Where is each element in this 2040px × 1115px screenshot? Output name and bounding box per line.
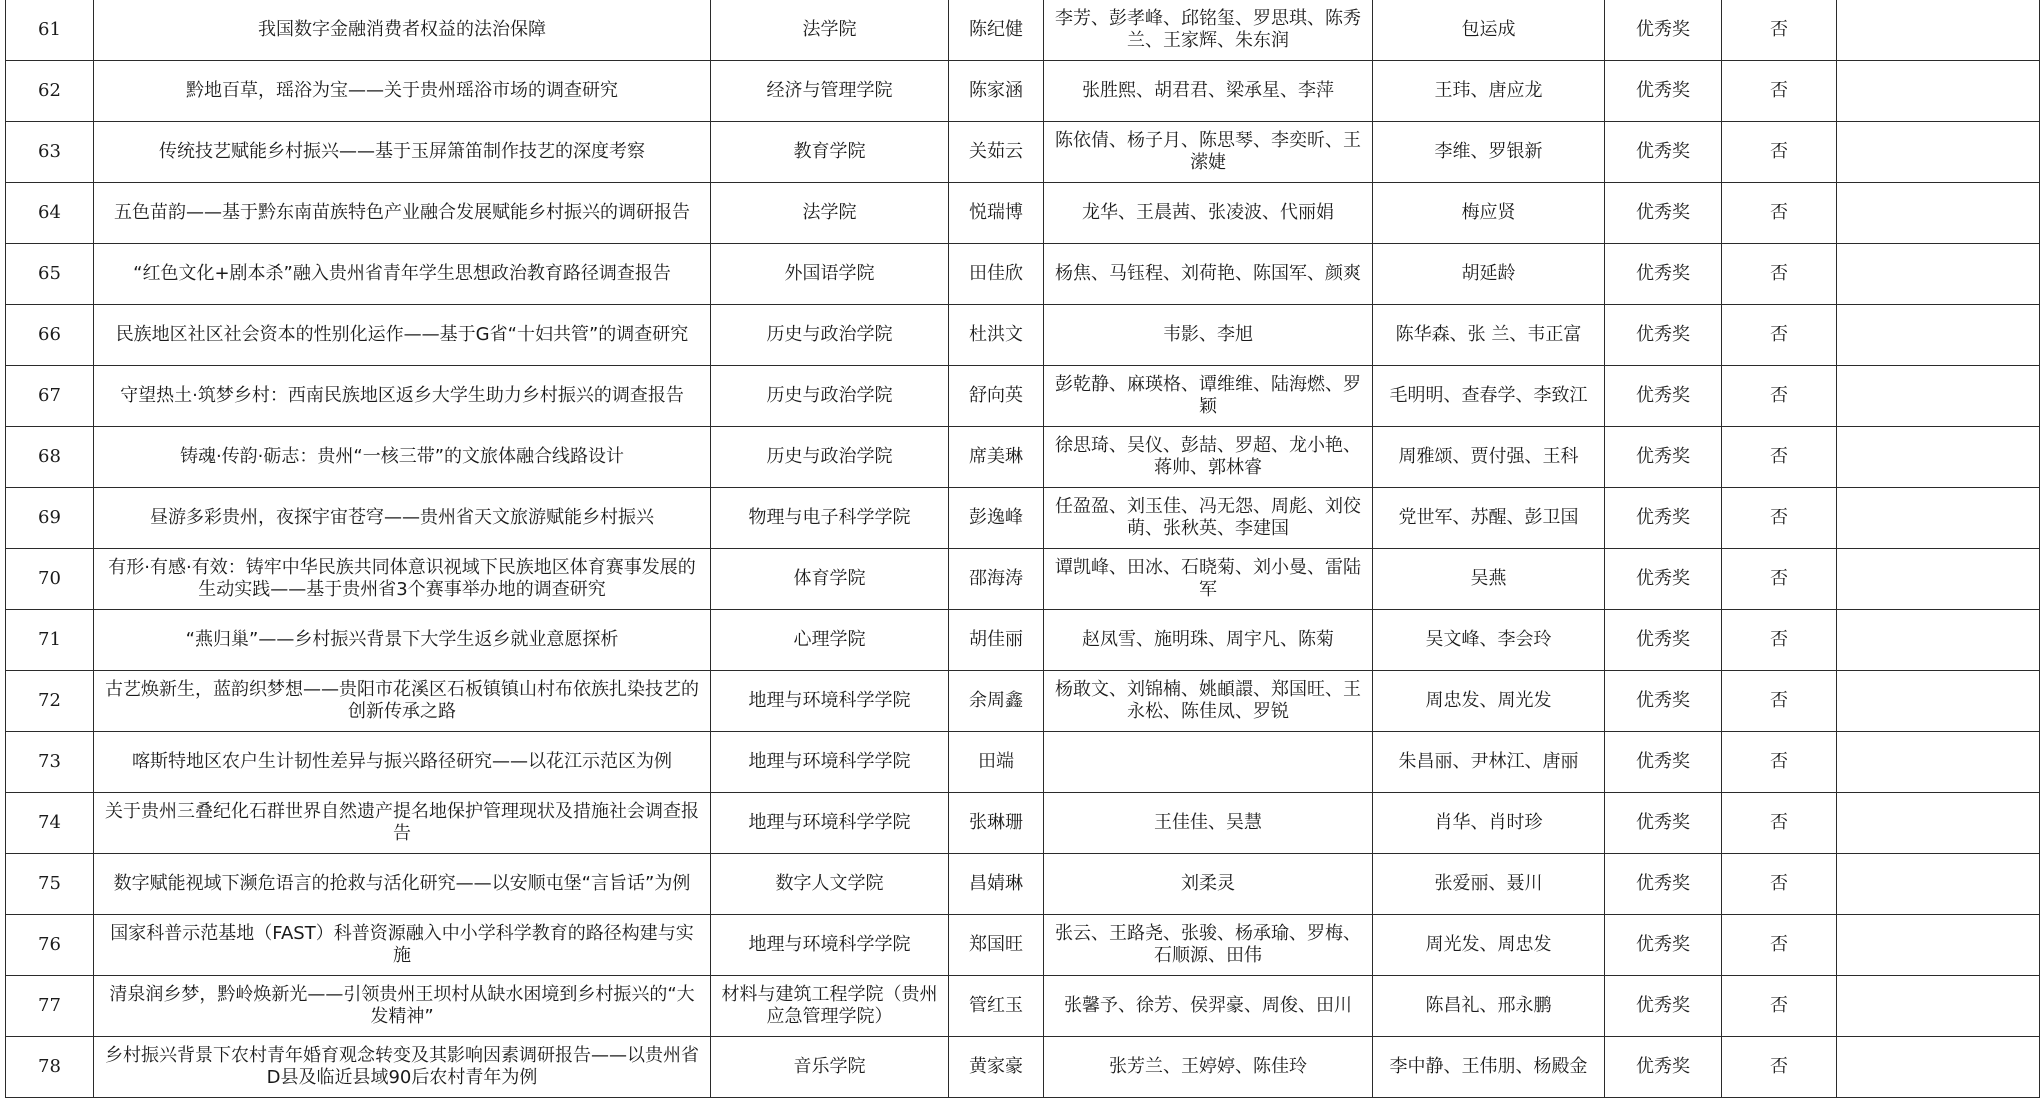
team-leader: 席美琳 [949,427,1044,488]
table-row [6,1037,2040,1098]
team-members: 陈依倩、杨子月、陈思琴、李奕昕、王潆婕 [1044,122,1373,183]
advisors: 李中静、王伟朋、杨殿金 [1373,1037,1605,1098]
team-leader: 黄家豪 [949,1037,1044,1098]
award-level: 优秀奖 [1605,549,1722,610]
team-members: 任盈盈、刘玉佳、冯无怨、周彪、刘佼萌、张秋英、李建国 [1044,488,1373,549]
remarks-cell [1837,610,2040,671]
team-leader: 悦瑞博 [949,183,1044,244]
row-number: 65 [6,244,94,305]
team-leader: 郑国旺 [949,915,1044,976]
award-level: 优秀奖 [1605,0,1722,61]
team-members: 刘柔灵 [1044,854,1373,915]
team-members: 赵凤雪、施明珠、周宇凡、陈菊 [1044,610,1373,671]
table-row [6,976,2040,1037]
project-title: 喀斯特地区农户生计韧性差异与振兴路径研究——以花江示范区为例 [94,732,711,793]
college-name: 法学院 [711,0,949,61]
project-title: “燕归巢”——乡村振兴背景下大学生返乡就业意愿探析 [94,610,711,671]
advisors: 肖华、肖时珍 [1373,793,1605,854]
row-number: 74 [6,793,94,854]
table-row [6,0,2040,61]
advisors: 周雅颂、贾付强、王科 [1373,427,1605,488]
row-number: 63 [6,122,94,183]
advisors: 陈昌礼、邢永鹏 [1373,976,1605,1037]
team-members: 杨焦、马钰程、刘荷艳、陈国军、颜爽 [1044,244,1373,305]
project-title: 有形·有感·有效：铸牢中华民族共同体意识视域下民族地区体育赛事发展的生动实践——基于贵州省3个赛事举办地的调查研究 [94,549,711,610]
award-level: 优秀奖 [1605,915,1722,976]
table-row [6,854,2040,915]
project-title: 数字赋能视域下濒危语言的抢救与活化研究——以安顺屯堡“言旨话”为例 [94,854,711,915]
remarks-cell [1837,244,2040,305]
team-members: 徐思琦、吴仪、彭喆、罗超、龙小艳、蒋帅、郭林睿 [1044,427,1373,488]
team-members: 韦影、李旭 [1044,305,1373,366]
row-number: 69 [6,488,94,549]
table-row [6,793,2040,854]
team-members: 张芳兰、王婷婷、陈佳玲 [1044,1037,1373,1098]
yes-no-flag: 否 [1722,244,1837,305]
advisors: 毛明明、查春学、李致江 [1373,366,1605,427]
yes-no-flag: 否 [1722,549,1837,610]
team-leader: 彭逸峰 [949,488,1044,549]
team-members: 张云、王路尧、张骏、杨承瑜、罗梅、石顺源、田伟 [1044,915,1373,976]
team-members: 张馨予、徐芳、侯羿豪、周俊、田川 [1044,976,1373,1037]
advisors: 胡延龄 [1373,244,1605,305]
award-level: 优秀奖 [1605,488,1722,549]
project-title: 古艺焕新生，蓝韵织梦想——贵阳市花溪区石板镇镇山村布依族扎染技艺的创新传承之路 [94,671,711,732]
row-number: 66 [6,305,94,366]
award-level: 优秀奖 [1605,183,1722,244]
team-members: 龙华、王晨茜、张凌波、代丽娟 [1044,183,1373,244]
advisors: 陈华森、张 兰、韦正富 [1373,305,1605,366]
yes-no-flag: 否 [1722,366,1837,427]
yes-no-flag: 否 [1722,671,1837,732]
advisors: 李维、罗银新 [1373,122,1605,183]
team-members: 谭凯峰、田冰、石晓菊、刘小曼、雷陆军 [1044,549,1373,610]
project-title: 黔地百草，瑶浴为宝——关于贵州瑶浴市场的调查研究 [94,61,711,122]
yes-no-flag: 否 [1722,854,1837,915]
remarks-cell [1837,549,2040,610]
college-name: 音乐学院 [711,1037,949,1098]
college-name: 地理与环境科学学院 [711,793,949,854]
table-row [6,732,2040,793]
remarks-cell [1837,366,2040,427]
project-title: 我国数字金融消费者权益的法治保障 [94,0,711,61]
remarks-cell [1837,732,2040,793]
remarks-cell [1837,305,2040,366]
table-row [6,366,2040,427]
table-row [6,549,2040,610]
team-leader: 张琳珊 [949,793,1044,854]
college-name: 历史与政治学院 [711,366,949,427]
project-title: 昼游多彩贵州，夜探宇宙苍穹——贵州省天文旅游赋能乡村振兴 [94,488,711,549]
award-level: 优秀奖 [1605,366,1722,427]
row-number: 73 [6,732,94,793]
remarks-cell [1837,183,2040,244]
project-title: 民族地区社区社会资本的性别化运作——基于G省“十妇共管”的调查研究 [94,305,711,366]
remarks-cell [1837,427,2040,488]
remarks-cell [1837,1037,2040,1098]
team-leader: 关茹云 [949,122,1044,183]
yes-no-flag: 否 [1722,610,1837,671]
award-level: 优秀奖 [1605,427,1722,488]
award-level: 优秀奖 [1605,610,1722,671]
team-leader: 田佳欣 [949,244,1044,305]
row-number: 76 [6,915,94,976]
remarks-cell [1837,976,2040,1037]
college-name: 材料与建筑工程学院（贵州应急管理学院） [711,976,949,1037]
row-number: 67 [6,366,94,427]
yes-no-flag: 否 [1722,305,1837,366]
team-members: 彭乾静、麻瑛格、谭维维、陆海燃、罗颖 [1044,366,1373,427]
award-level: 优秀奖 [1605,793,1722,854]
award-level: 优秀奖 [1605,671,1722,732]
table-row [6,305,2040,366]
team-members [1044,732,1373,793]
yes-no-flag: 否 [1722,793,1837,854]
row-number: 77 [6,976,94,1037]
remarks-cell [1837,61,2040,122]
project-title: 五色苗韵——基于黔东南苗族特色产业融合发展赋能乡村振兴的调研报告 [94,183,711,244]
college-name: 体育学院 [711,549,949,610]
award-level: 优秀奖 [1605,61,1722,122]
yes-no-flag: 否 [1722,732,1837,793]
table-body [6,0,2040,1098]
college-name: 历史与政治学院 [711,427,949,488]
advisors: 吴文峰、李会玲 [1373,610,1605,671]
college-name: 外国语学院 [711,244,949,305]
row-number: 61 [6,0,94,61]
advisors: 梅应贤 [1373,183,1605,244]
row-number: 72 [6,671,94,732]
team-members: 杨敢文、刘锦楠、姚頔譞、郑国旺、王永松、陈佳凤、罗锐 [1044,671,1373,732]
row-number: 64 [6,183,94,244]
project-title: 守望热土·筑梦乡村：西南民族地区返乡大学生助力乡村振兴的调查报告 [94,366,711,427]
college-name: 经济与管理学院 [711,61,949,122]
college-name: 物理与电子科学学院 [711,488,949,549]
project-title: 关于贵州三叠纪化石群世界自然遗产提名地保护管理现状及措施社会调查报告 [94,793,711,854]
team-leader: 管红玉 [949,976,1044,1037]
row-number: 78 [6,1037,94,1098]
yes-no-flag: 否 [1722,976,1837,1037]
team-leader: 胡佳丽 [949,610,1044,671]
advisors: 周忠发、周光发 [1373,671,1605,732]
project-title: 传统技艺赋能乡村振兴——基于玉屏箫笛制作技艺的深度考察 [94,122,711,183]
table-row [6,915,2040,976]
remarks-cell [1837,671,2040,732]
yes-no-flag: 否 [1722,488,1837,549]
award-level: 优秀奖 [1605,732,1722,793]
team-leader: 杜洪文 [949,305,1044,366]
advisors: 党世军、苏醒、彭卫国 [1373,488,1605,549]
row-number: 68 [6,427,94,488]
team-leader: 田端 [949,732,1044,793]
award-level: 优秀奖 [1605,854,1722,915]
remarks-cell [1837,122,2040,183]
college-name: 地理与环境科学学院 [711,732,949,793]
team-members: 王佳佳、吴慧 [1044,793,1373,854]
team-members: 张胜熙、胡君君、梁承星、李萍 [1044,61,1373,122]
team-leader: 陈家涵 [949,61,1044,122]
college-name: 地理与环境科学学院 [711,671,949,732]
table-row [6,488,2040,549]
award-level: 优秀奖 [1605,122,1722,183]
project-title: “红色文化+剧本杀”融入贵州省青年学生思想政治教育路径调查报告 [94,244,711,305]
team-leader: 余周鑫 [949,671,1044,732]
advisors: 包运成 [1373,0,1605,61]
college-name: 心理学院 [711,610,949,671]
team-leader: 昌婧琳 [949,854,1044,915]
table-row [6,244,2040,305]
award-list-table [5,0,2040,1098]
row-number: 62 [6,61,94,122]
project-title: 国家科普示范基地（FAST）科普资源融入中小学科学教育的路径构建与实施 [94,915,711,976]
team-leader: 陈纪健 [949,0,1044,61]
college-name: 教育学院 [711,122,949,183]
remarks-cell [1837,854,2040,915]
row-number: 71 [6,610,94,671]
college-name: 法学院 [711,183,949,244]
row-number: 70 [6,549,94,610]
yes-no-flag: 否 [1722,0,1837,61]
yes-no-flag: 否 [1722,427,1837,488]
project-title: 清泉润乡梦，黔岭焕新光——引领贵州王坝村从缺水困境到乡村振兴的“大发精神” [94,976,711,1037]
table-row [6,610,2040,671]
remarks-cell [1837,793,2040,854]
table-row [6,671,2040,732]
award-level: 优秀奖 [1605,976,1722,1037]
advisors: 朱昌丽、尹林江、唐丽 [1373,732,1605,793]
yes-no-flag: 否 [1722,183,1837,244]
yes-no-flag: 否 [1722,122,1837,183]
award-level: 优秀奖 [1605,1037,1722,1098]
award-level: 优秀奖 [1605,305,1722,366]
college-name: 历史与政治学院 [711,305,949,366]
college-name: 数字人文学院 [711,854,949,915]
advisors: 周光发、周忠发 [1373,915,1605,976]
advisors: 吴燕 [1373,549,1605,610]
remarks-cell [1837,0,2040,61]
award-level: 优秀奖 [1605,244,1722,305]
table-row [6,61,2040,122]
yes-no-flag: 否 [1722,1037,1837,1098]
remarks-cell [1837,488,2040,549]
team-members: 李芳、彭孝峰、邱铭玺、罗思琪、陈秀兰、王家辉、朱东润 [1044,0,1373,61]
college-name: 地理与环境科学学院 [711,915,949,976]
table-row [6,183,2040,244]
advisors: 张爱丽、聂川 [1373,854,1605,915]
yes-no-flag: 否 [1722,61,1837,122]
remarks-cell [1837,915,2040,976]
project-title: 铸魂·传韵·砺志：贵州“一核三带”的文旅体融合线路设计 [94,427,711,488]
project-title: 乡村振兴背景下农村青年婚育观念转变及其影响因素调研报告——以贵州省D县及临近县域90后农村青年为例 [94,1037,711,1098]
yes-no-flag: 否 [1722,915,1837,976]
team-leader: 邵海涛 [949,549,1044,610]
row-number: 75 [6,854,94,915]
table-row [6,427,2040,488]
table-row [6,122,2040,183]
advisors: 王玮、唐应龙 [1373,61,1605,122]
team-leader: 舒向英 [949,366,1044,427]
